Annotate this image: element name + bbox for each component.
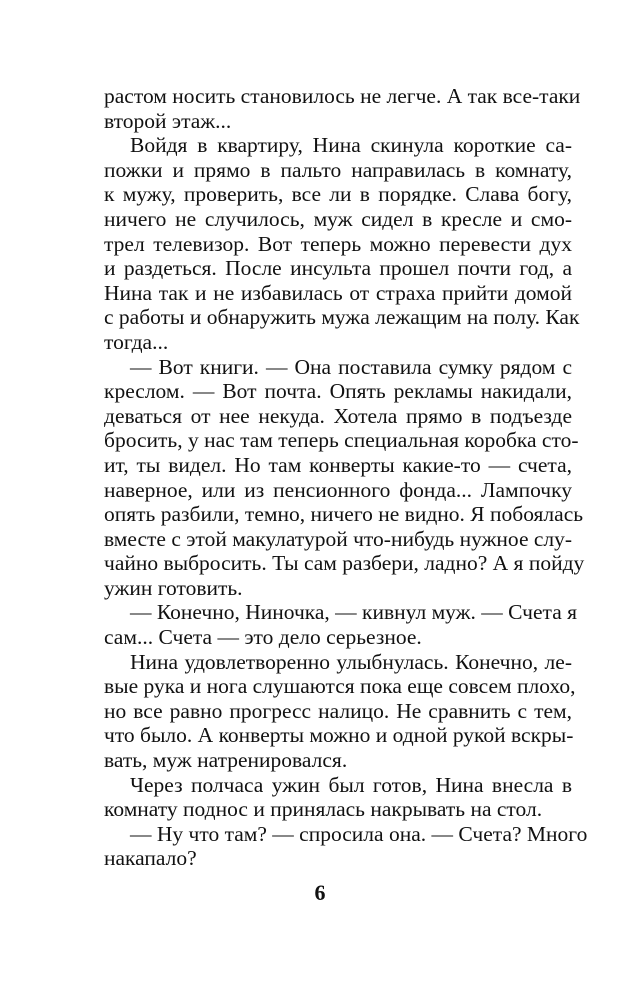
text-line: креслом. — Вот почта. Опять рекламы накидали, bbox=[104, 379, 572, 404]
text-line: накапало? bbox=[104, 846, 197, 871]
text-line: вые рука и нога слушаются пока еще совсем плохо, bbox=[104, 674, 576, 699]
text-line: ит, ты видел. Но там конверты какие-то — счета, bbox=[104, 452, 572, 477]
text-line: Нина удовлетворенно улыбнулась. Конечно, ле- bbox=[130, 649, 572, 674]
text-line: чайно выбросить. Ты сам разбери, ладно? А я пойду bbox=[104, 551, 585, 576]
text-line: опять разбили, темно, ничего не видно. Я побоялась bbox=[104, 502, 584, 527]
text-line: — Вот книги. — Она поставила сумку рядом с bbox=[130, 354, 572, 379]
text-line: трел телевизор. Вот теперь можно перевести дух bbox=[104, 231, 572, 256]
page-body-text bbox=[104, 84, 588, 871]
text-line: сам... Счета — это дело серьезное. bbox=[104, 625, 422, 650]
text-line: — Конечно, Ниночка, — кивнул муж. — Счета я bbox=[130, 600, 578, 625]
text-line: тогда... bbox=[104, 329, 169, 354]
text-line: с работы и обнаружить мужа лежащим на полу. Как bbox=[104, 305, 580, 330]
text-line: — Ну что там? — спросила она. — Счета? Много bbox=[130, 821, 588, 846]
text-line: к мужу, проверить, все ли в порядке. Слава богу, bbox=[104, 182, 572, 207]
text-line: но все равно прогресс налицо. Не сравнить с тем, bbox=[104, 698, 572, 723]
text-line: растом носить становилось не легче. А так все-таки bbox=[104, 84, 581, 108]
text-line: Через полчаса ужин был готов, Нина внесла в bbox=[130, 772, 572, 797]
text-line: что было. А конверты можно и одной рукой вскры- bbox=[104, 723, 574, 748]
text-line: пожки и прямо в пальто направилась в комнату, bbox=[104, 157, 572, 182]
text-line: ужин готовить. bbox=[104, 575, 243, 600]
text-line: наверное, или из пенсионного фонда... Лампочку bbox=[104, 477, 572, 502]
text-line: и раздеться. После инсульта прошел почти год, а bbox=[104, 256, 572, 281]
text-line: Войдя в квартиру, Нина скинула короткие са- bbox=[130, 133, 572, 158]
text-line: комнату поднос и принялась накрывать на стол. bbox=[104, 797, 543, 822]
text-line: бросить, у нас там теперь специальная коробка сто- bbox=[104, 428, 579, 453]
text-line: Нина так и не избавилась от страха прийти домой bbox=[104, 280, 572, 305]
text-line: вместе с этой макулатурой что-нибудь нужное слу- bbox=[104, 526, 573, 551]
text-line: ничего не случилось, муж сидел в кресле и смо- bbox=[104, 206, 572, 231]
text-line: второй этаж... bbox=[104, 108, 232, 133]
text-line: деваться от нее некуда. Хотела прямо в подъезде bbox=[104, 403, 572, 428]
text-line: вать, муж натренировался. bbox=[104, 748, 348, 773]
page-number: 6 bbox=[314, 880, 326, 905]
